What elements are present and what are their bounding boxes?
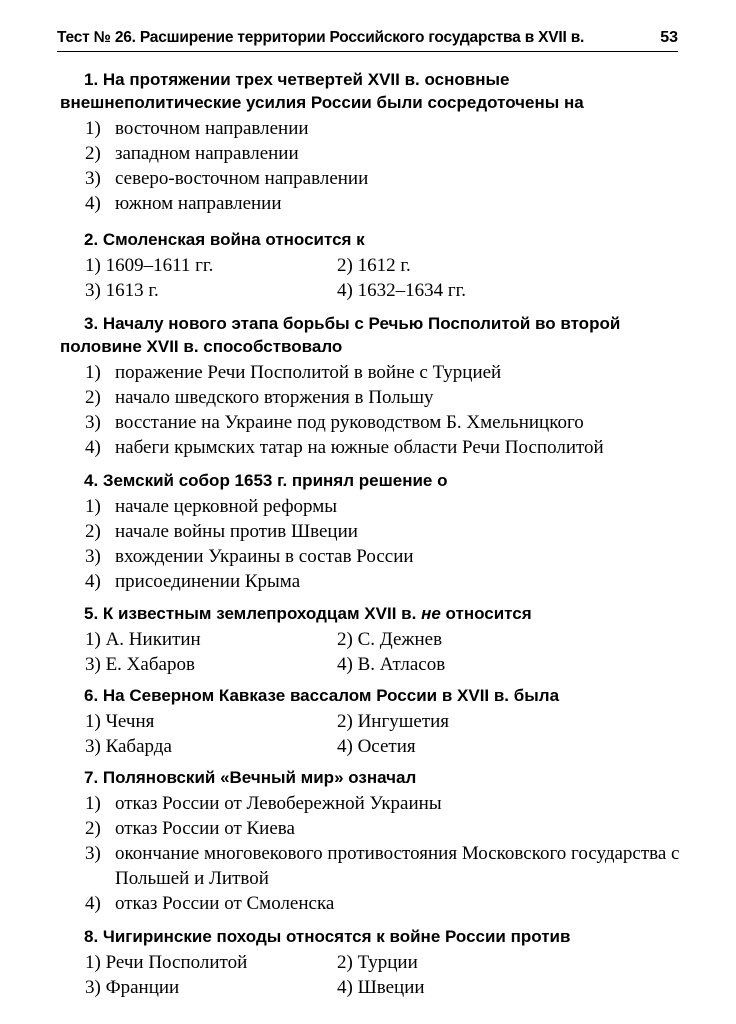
answer-option[interactable]: 4) южном направлении [85, 193, 282, 214]
answer-option[interactable]: 2) С. Дежнев [337, 629, 443, 650]
question-4 [60, 469, 680, 594]
question-5 [60, 602, 680, 677]
answer-option[interactable]: 4) набеги крымских татар на южные области Речи Посполитой [85, 437, 604, 458]
question-title: 3. Началу нового этапа борьбы с Речью Посполитой во второй половине XVII в. способствовало [60, 314, 621, 356]
header-title: Тест № 26. Расширение территории Российского государства в XVII в. [57, 29, 585, 46]
answer-options [60, 116, 680, 216]
answer-option[interactable]: 3) окончание многовекового противостояния Московского государства с Польшей и Литвой [85, 843, 680, 889]
answer-options [60, 627, 680, 677]
question-title: 2. Смоленская война относится к [84, 230, 365, 249]
answer-option[interactable]: 2) начало шведского вторжения в Польшу [85, 387, 434, 408]
answer-option[interactable]: 2) западном направлении [85, 143, 299, 164]
question-title: 4. Земский собор 1653 г. принял решение о [84, 471, 448, 490]
answer-option[interactable]: 1) восточном направлении [85, 118, 309, 139]
question-6 [60, 684, 680, 759]
answer-option[interactable]: 1) отказ России от Левобережной Украины [85, 793, 442, 814]
answer-option[interactable]: 2) отказ России от Киева [85, 818, 295, 839]
answer-option[interactable]: 3) вхождении Украины в состав России [85, 546, 414, 567]
page-number: 53 [660, 29, 678, 46]
answer-option[interactable]: 2) начале войны против Швеции [85, 521, 358, 542]
question-title: 8. Чигиринские походы относятся к войне России против [84, 927, 571, 946]
answer-option[interactable]: 2) Ингушетия [337, 711, 450, 732]
answer-options [60, 950, 680, 1000]
question-1 [60, 68, 680, 216]
answer-options [60, 494, 680, 594]
answer-option[interactable]: 1) Речи Посполитой [85, 952, 248, 973]
question-title: 6. На Северном Кавказе вассалом России в XVII в. была [84, 686, 560, 705]
question-title: 7. Поляновский «Вечный мир» означал [84, 768, 417, 787]
question-title: 1. На протяжении трех четвертей XVII в. основные внешнеполитические усилия России были сосредоточены на [60, 70, 584, 112]
emphasis-not: не [421, 604, 441, 623]
question-title: 5. К известным землепроходцам XVII в. не относится [84, 604, 532, 623]
answer-option[interactable]: 3) Франции [85, 977, 180, 998]
question-8 [60, 925, 680, 1000]
answer-option[interactable]: 3) восстание на Украине под руководством Б. Хмельницкого [85, 412, 584, 433]
answer-option[interactable]: 3) Е. Хабаров [85, 654, 195, 675]
answer-option[interactable]: 4) В. Атласов [337, 654, 446, 675]
answer-option[interactable]: 1) А. Никитин [85, 629, 201, 650]
page-header [57, 29, 678, 53]
answer-option[interactable]: 1) поражение Речи Посполитой в войне с Турцией [85, 362, 502, 383]
answer-option[interactable]: 3) северо-восточном направлении [85, 168, 369, 189]
answer-option[interactable]: 4) присоединении Крыма [85, 571, 301, 592]
answer-options [60, 253, 680, 303]
answer-option[interactable]: 3) Кабарда [85, 736, 172, 757]
answer-options [60, 360, 680, 460]
answer-option[interactable]: 2) 1612 г. [337, 255, 411, 276]
answer-option[interactable]: 3) 1613 г. [85, 280, 159, 301]
question-7 [60, 766, 680, 916]
answer-option[interactable]: 4) отказ России от Смоленска [85, 893, 335, 914]
question-3 [60, 312, 680, 460]
answer-option[interactable]: 2) Турции [337, 952, 418, 973]
answer-option[interactable]: 1) начале церковной реформы [85, 496, 338, 517]
header-rule [57, 51, 678, 52]
answer-option[interactable]: 1) 1609–1611 гг. [85, 255, 214, 276]
answer-options [60, 791, 680, 916]
answer-option[interactable]: 4) Швеции [337, 977, 425, 998]
answer-option[interactable]: 4) 1632–1634 гг. [337, 280, 467, 301]
question-2 [60, 228, 680, 303]
answer-option[interactable]: 1) Чечня [85, 711, 155, 732]
answer-options [60, 709, 680, 759]
answer-option[interactable]: 4) Осетия [337, 736, 416, 757]
